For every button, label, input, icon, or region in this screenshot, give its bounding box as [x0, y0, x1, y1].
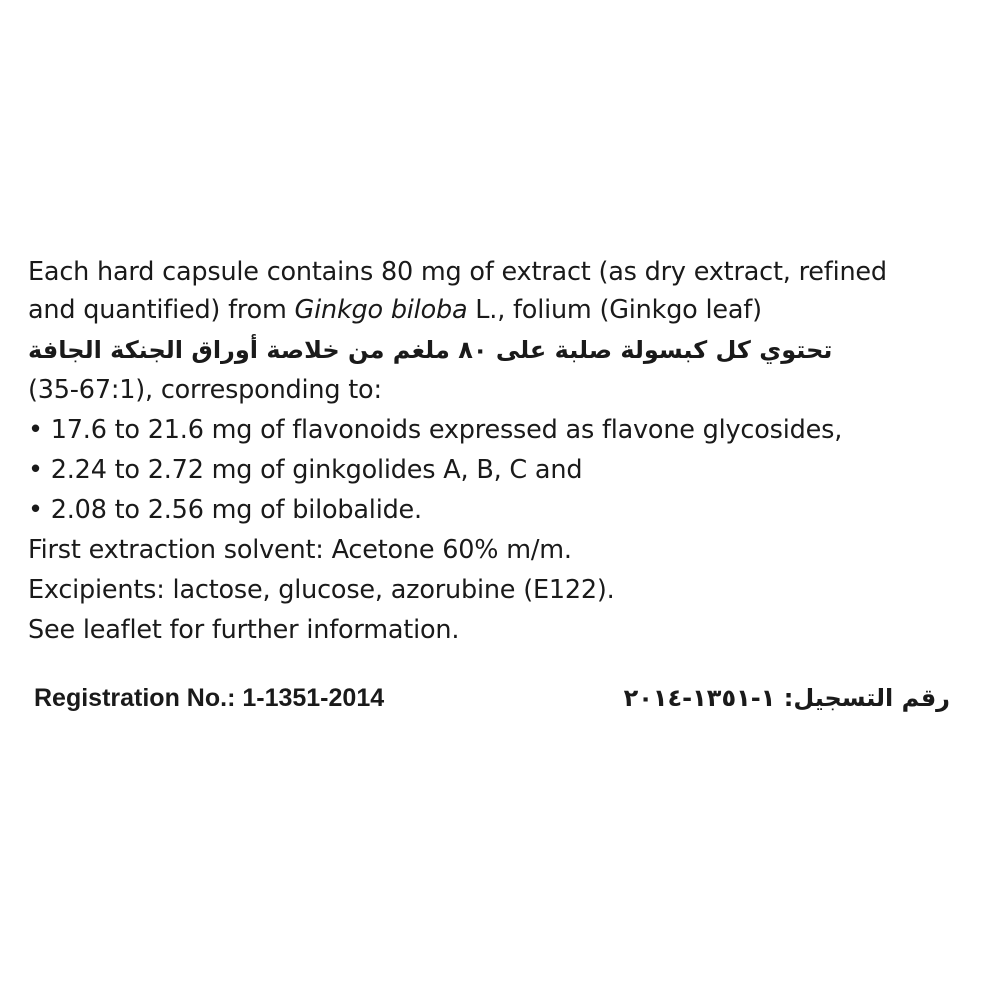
registration-number-arabic: رقم التسجيل: ١-١٣٥١-٢٠١٤: [623, 684, 950, 712]
see-leaflet-line: See leaflet for further information.: [28, 615, 460, 645]
bullet-ginkgolides: • 2.24 to 2.72 mg of ginkgolides A, B, C and: [28, 455, 583, 485]
arabic-composition-line: تحتوي كل كبسولة صلبة على ٨٠ ملغم من خلاصة أوراق الجنكة الجافة: [28, 336, 833, 364]
composition-line-1: Each hard capsule contains 80 mg of extract (as dry extract, refined: [28, 257, 887, 287]
composition-line-2: [28, 290, 968, 330]
bullet-flavonoids: • 17.6 to 21.6 mg of flavonoids expressed as flavone glycosides,: [28, 415, 843, 445]
species-name: Ginkgo biloba: [294, 295, 468, 325]
excipients-line: Excipients: lactose, glucose, azorubine (E122).: [28, 575, 615, 605]
registration-number-english: Registration No.: 1-1351-2014: [34, 684, 385, 712]
bullet-bilobalide: • 2.08 to 2.56 mg of bilobalide.: [28, 495, 422, 525]
extraction-solvent-line: First extraction solvent: Acetone 60% m/m.: [28, 535, 572, 565]
composition-line-2-prefix: and quantified) from: [28, 295, 295, 325]
composition-line-2-suffix: L., folium (Ginkgo leaf): [467, 295, 762, 325]
extract-ratio-line: (35-67:1), corresponding to:: [28, 375, 382, 405]
composition-text: [28, 252, 968, 650]
registration-row: [34, 684, 964, 724]
